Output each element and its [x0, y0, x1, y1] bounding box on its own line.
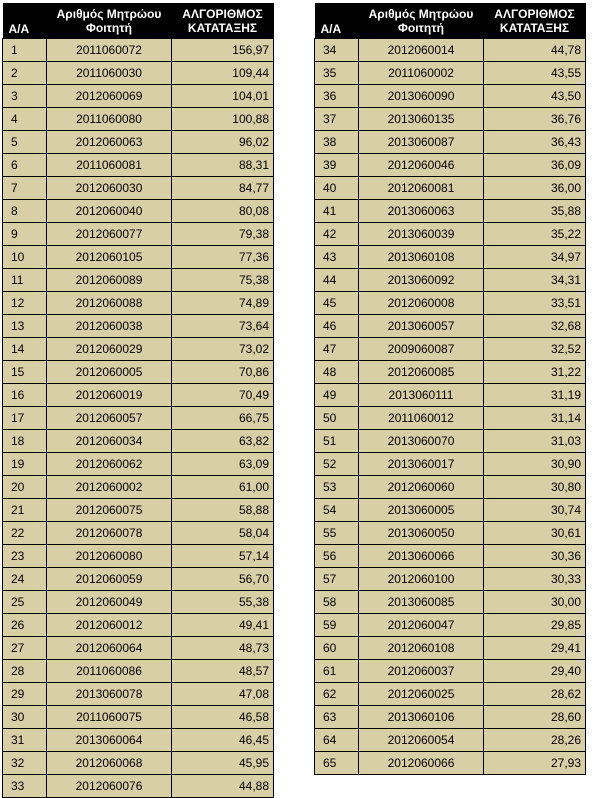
table-row [3, 200, 274, 223]
ranking-score: 30,00 [484, 591, 586, 614]
ranking-score: 36,09 [484, 154, 586, 177]
student-id: 2012060076 [47, 775, 172, 798]
student-id: 2012060049 [47, 591, 172, 614]
table-row [3, 752, 274, 775]
table-row [3, 292, 274, 315]
row-number: 27 [3, 637, 47, 660]
table-row [3, 154, 274, 177]
ranking-score: 75,38 [172, 269, 274, 292]
table-row [3, 85, 274, 108]
row-number: 59 [315, 614, 359, 637]
ranking-score: 66,75 [172, 407, 274, 430]
table-row [3, 384, 274, 407]
student-id: 2011060012 [359, 407, 484, 430]
table-row [3, 706, 274, 729]
table-row [3, 131, 274, 154]
table-row [3, 775, 274, 798]
ranking-score: 27,93 [484, 752, 586, 775]
row-number: 12 [3, 292, 47, 315]
row-number: 40 [315, 177, 359, 200]
row-number: 44 [315, 269, 359, 292]
row-number: 39 [315, 154, 359, 177]
ranking-score: 30,80 [484, 476, 586, 499]
student-id: 2012060080 [47, 545, 172, 568]
header-student-id [47, 3, 172, 39]
student-id: 2012060037 [359, 660, 484, 683]
row-number: 64 [315, 729, 359, 752]
student-id: 2011060075 [47, 706, 172, 729]
row-number: 5 [3, 131, 47, 154]
student-id: 2013060135 [359, 108, 484, 131]
ranking-score: 44,78 [484, 39, 586, 62]
student-id: 2012060040 [47, 200, 172, 223]
row-number: 32 [3, 752, 47, 775]
row-number: 37 [315, 108, 359, 131]
ranking-score: 30,33 [484, 568, 586, 591]
table-row [3, 591, 274, 614]
row-number: 45 [315, 292, 359, 315]
student-id: 2012060062 [47, 453, 172, 476]
ranking-score: 31,03 [484, 430, 586, 453]
ranking-score: 34,97 [484, 246, 586, 269]
table-row [3, 614, 274, 637]
student-id: 2013060090 [359, 85, 484, 108]
ranking-score: 35,88 [484, 200, 586, 223]
ranking-score: 31,14 [484, 407, 586, 430]
ranking-score: 43,50 [484, 85, 586, 108]
table-row [3, 453, 274, 476]
table-row [315, 338, 586, 361]
header-student-line1: Αριθμός Μητρώου [368, 6, 474, 21]
row-number: 11 [3, 269, 47, 292]
ranking-score: 29,41 [484, 637, 586, 660]
table-row [3, 108, 274, 131]
ranking-score: 70,86 [172, 361, 274, 384]
ranking-score: 96,02 [172, 131, 274, 154]
row-number: 61 [315, 660, 359, 683]
header-score-line1: ΑΛΓΟΡΙΘΜΟΣ [182, 6, 263, 21]
ranking-score: 29,85 [484, 614, 586, 637]
ranking-score: 104,01 [172, 85, 274, 108]
table-row [315, 315, 586, 338]
student-id: 2012060088 [47, 292, 172, 315]
row-number: 46 [315, 315, 359, 338]
ranking-score: 70,49 [172, 384, 274, 407]
ranking-table-left [2, 3, 274, 798]
table-row [315, 292, 586, 315]
ranking-score: 30,36 [484, 545, 586, 568]
table-row [3, 338, 274, 361]
table-row [3, 729, 274, 752]
ranking-score: 73,64 [172, 315, 274, 338]
row-number: 30 [3, 706, 47, 729]
table-row [315, 706, 586, 729]
ranking-score: 80,08 [172, 200, 274, 223]
student-id: 2013060085 [359, 591, 484, 614]
student-id: 2012060057 [47, 407, 172, 430]
ranking-score: 28,60 [484, 706, 586, 729]
student-id: 2011060002 [359, 62, 484, 85]
student-id: 2013060087 [359, 131, 484, 154]
row-number: 7 [3, 177, 47, 200]
row-number: 63 [315, 706, 359, 729]
student-id: 2013060064 [47, 729, 172, 752]
row-number: 15 [3, 361, 47, 384]
header-student-line2: Φοιτητή [86, 20, 132, 35]
student-id: 2013060111 [359, 384, 484, 407]
table-row [315, 223, 586, 246]
ranking-score: 58,88 [172, 499, 274, 522]
student-id: 2013060017 [359, 453, 484, 476]
student-id: 2012060047 [359, 614, 484, 637]
table-row [315, 269, 586, 292]
ranking-score: 109,44 [172, 62, 274, 85]
row-number: 3 [3, 85, 47, 108]
student-id: 2012060069 [47, 85, 172, 108]
table-row [315, 39, 586, 62]
row-number: 60 [315, 637, 359, 660]
ranking-score: 61,00 [172, 476, 274, 499]
table-row [315, 430, 586, 453]
ranking-score: 35,22 [484, 223, 586, 246]
student-id: 2012060081 [359, 177, 484, 200]
row-number: 34 [315, 39, 359, 62]
row-number: 1 [3, 39, 47, 62]
row-number: 36 [315, 85, 359, 108]
student-id: 2012060012 [47, 614, 172, 637]
header-aa: Α/Α [315, 3, 359, 39]
student-id: 2013060057 [359, 315, 484, 338]
row-number: 43 [315, 246, 359, 269]
student-id: 2012060046 [359, 154, 484, 177]
student-id: 2012060008 [359, 292, 484, 315]
student-id: 2012060078 [47, 522, 172, 545]
table-row [3, 568, 274, 591]
student-id: 2012060019 [47, 384, 172, 407]
table-row [315, 200, 586, 223]
ranking-score: 31,19 [484, 384, 586, 407]
student-id: 2012060108 [359, 637, 484, 660]
table-row [3, 177, 274, 200]
student-id: 2013060108 [359, 246, 484, 269]
row-number: 18 [3, 430, 47, 453]
row-number: 17 [3, 407, 47, 430]
ranking-rows-left [3, 39, 274, 798]
ranking-score: 30,61 [484, 522, 586, 545]
student-id: 2012060068 [47, 752, 172, 775]
student-id: 2012060030 [47, 177, 172, 200]
ranking-score: 79,38 [172, 223, 274, 246]
row-number: 31 [3, 729, 47, 752]
table-row [315, 545, 586, 568]
student-id: 2012060085 [359, 361, 484, 384]
student-id: 2013060106 [359, 706, 484, 729]
ranking-score: 36,43 [484, 131, 586, 154]
ranking-score: 32,68 [484, 315, 586, 338]
table-row [3, 62, 274, 85]
student-id: 2012060100 [359, 568, 484, 591]
header-row [315, 3, 586, 39]
row-number: 8 [3, 200, 47, 223]
table-row [315, 683, 586, 706]
ranking-score: 36,00 [484, 177, 586, 200]
ranking-score: 29,40 [484, 660, 586, 683]
row-number: 33 [3, 775, 47, 798]
table-row [315, 131, 586, 154]
row-number: 25 [3, 591, 47, 614]
row-number: 52 [315, 453, 359, 476]
table-row [3, 246, 274, 269]
row-number: 48 [315, 361, 359, 384]
ranking-score: 88,31 [172, 154, 274, 177]
student-id: 2013060078 [47, 683, 172, 706]
row-number: 13 [3, 315, 47, 338]
ranking-score: 100,88 [172, 108, 274, 131]
table-row [3, 407, 274, 430]
student-id: 2012060063 [47, 131, 172, 154]
student-id: 2012060054 [359, 729, 484, 752]
table-row [315, 108, 586, 131]
row-number: 6 [3, 154, 47, 177]
student-id: 2013060070 [359, 430, 484, 453]
student-id: 2012060005 [47, 361, 172, 384]
header-score-line2: ΚΑΤΑΤΑΞΗΣ [187, 20, 258, 35]
student-id: 2013060050 [359, 522, 484, 545]
row-number: 53 [315, 476, 359, 499]
row-number: 28 [3, 660, 47, 683]
table-row [315, 591, 586, 614]
header-student-id [359, 3, 484, 39]
row-number: 55 [315, 522, 359, 545]
row-number: 10 [3, 246, 47, 269]
ranking-score: 84,77 [172, 177, 274, 200]
table-row [315, 62, 586, 85]
row-number: 38 [315, 131, 359, 154]
student-id: 2012060014 [359, 39, 484, 62]
table-row [315, 752, 586, 775]
table-row [3, 430, 274, 453]
ranking-score: 36,76 [484, 108, 586, 131]
ranking-score: 47,08 [172, 683, 274, 706]
table-row [315, 154, 586, 177]
row-number: 62 [315, 683, 359, 706]
row-number: 54 [315, 499, 359, 522]
table-row [3, 361, 274, 384]
student-id: 2012060029 [47, 338, 172, 361]
ranking-score: 77,36 [172, 246, 274, 269]
row-number: 19 [3, 453, 47, 476]
student-id: 2009060087 [359, 338, 484, 361]
student-id: 2012060064 [47, 637, 172, 660]
table-row [315, 568, 586, 591]
ranking-score: 49,41 [172, 614, 274, 637]
row-number: 50 [315, 407, 359, 430]
table-row [315, 177, 586, 200]
ranking-score: 34,31 [484, 269, 586, 292]
student-id: 2012060060 [359, 476, 484, 499]
row-number: 21 [3, 499, 47, 522]
table-row [315, 85, 586, 108]
student-id: 2012060077 [47, 223, 172, 246]
table-row [3, 683, 274, 706]
row-number: 49 [315, 384, 359, 407]
row-number: 29 [3, 683, 47, 706]
row-number: 22 [3, 522, 47, 545]
student-id: 2012060059 [47, 568, 172, 591]
row-number: 24 [3, 568, 47, 591]
header-score [172, 3, 274, 39]
row-number: 57 [315, 568, 359, 591]
student-id: 2013060092 [359, 269, 484, 292]
student-id: 2011060086 [47, 660, 172, 683]
table-row [3, 476, 274, 499]
table-row [315, 522, 586, 545]
table-row [315, 246, 586, 269]
row-number: 16 [3, 384, 47, 407]
table-row [315, 637, 586, 660]
row-number: 58 [315, 591, 359, 614]
row-number: 2 [3, 62, 47, 85]
student-id: 2011060080 [47, 108, 172, 131]
table-row [315, 384, 586, 407]
ranking-table-right [314, 3, 586, 775]
table-row [3, 499, 274, 522]
student-id: 2012060034 [47, 430, 172, 453]
ranking-score: 43,55 [484, 62, 586, 85]
ranking-score: 55,38 [172, 591, 274, 614]
student-id: 2013060066 [359, 545, 484, 568]
ranking-score: 33,51 [484, 292, 586, 315]
row-number: 4 [3, 108, 47, 131]
table-row [315, 453, 586, 476]
student-id: 2012060075 [47, 499, 172, 522]
ranking-score: 46,45 [172, 729, 274, 752]
ranking-score: 44,88 [172, 775, 274, 798]
ranking-score: 32,52 [484, 338, 586, 361]
header-aa: Α/Α [3, 3, 47, 39]
table-row [3, 39, 274, 62]
table-row [315, 499, 586, 522]
table-row [3, 637, 274, 660]
row-number: 35 [315, 62, 359, 85]
ranking-score: 46,58 [172, 706, 274, 729]
ranking-score: 48,57 [172, 660, 274, 683]
row-number: 26 [3, 614, 47, 637]
student-id: 2011060081 [47, 154, 172, 177]
ranking-rows-right [315, 39, 586, 775]
student-id: 2012060089 [47, 269, 172, 292]
student-id: 2011060030 [47, 62, 172, 85]
ranking-score: 73,02 [172, 338, 274, 361]
ranking-score: 156,97 [172, 39, 274, 62]
ranking-score: 58,04 [172, 522, 274, 545]
table-row [315, 660, 586, 683]
student-id: 2013060005 [359, 499, 484, 522]
row-number: 23 [3, 545, 47, 568]
row-number: 51 [315, 430, 359, 453]
table-row [315, 614, 586, 637]
table-row [315, 407, 586, 430]
student-id: 2013060039 [359, 223, 484, 246]
ranking-score: 48,73 [172, 637, 274, 660]
ranking-score: 74,89 [172, 292, 274, 315]
ranking-score: 31,22 [484, 361, 586, 384]
header-student-line2: Φοιτητή [398, 20, 444, 35]
student-id: 2012060066 [359, 752, 484, 775]
table-row [3, 315, 274, 338]
header-score-line2: ΚΑΤΑΤΑΞΗΣ [499, 20, 570, 35]
ranking-score: 28,26 [484, 729, 586, 752]
table-row [315, 729, 586, 752]
row-number: 9 [3, 223, 47, 246]
row-number: 41 [315, 200, 359, 223]
row-number: 14 [3, 338, 47, 361]
row-number: 20 [3, 476, 47, 499]
student-id: 2012060025 [359, 683, 484, 706]
student-id: 2012060105 [47, 246, 172, 269]
header-student-line1: Αριθμός Μητρώου [56, 6, 162, 21]
table-row [3, 522, 274, 545]
table-row [315, 361, 586, 384]
ranking-score: 28,62 [484, 683, 586, 706]
ranking-score: 56,70 [172, 568, 274, 591]
row-number: 65 [315, 752, 359, 775]
student-id: 2012060002 [47, 476, 172, 499]
ranking-score: 30,74 [484, 499, 586, 522]
table-row [3, 660, 274, 683]
student-id: 2012060038 [47, 315, 172, 338]
header-score-line1: ΑΛΓΟΡΙΘΜΟΣ [494, 6, 575, 21]
ranking-score: 45,95 [172, 752, 274, 775]
table-row [315, 476, 586, 499]
row-number: 56 [315, 545, 359, 568]
table-row [3, 223, 274, 246]
table-row [3, 545, 274, 568]
row-number: 42 [315, 223, 359, 246]
ranking-score: 63,82 [172, 430, 274, 453]
student-id: 2011060072 [47, 39, 172, 62]
table-row [3, 269, 274, 292]
row-number: 47 [315, 338, 359, 361]
student-id: 2013060063 [359, 200, 484, 223]
header-row [3, 3, 274, 39]
ranking-score: 57,14 [172, 545, 274, 568]
ranking-score: 30,90 [484, 453, 586, 476]
header-score [484, 3, 586, 39]
ranking-score: 63,09 [172, 453, 274, 476]
